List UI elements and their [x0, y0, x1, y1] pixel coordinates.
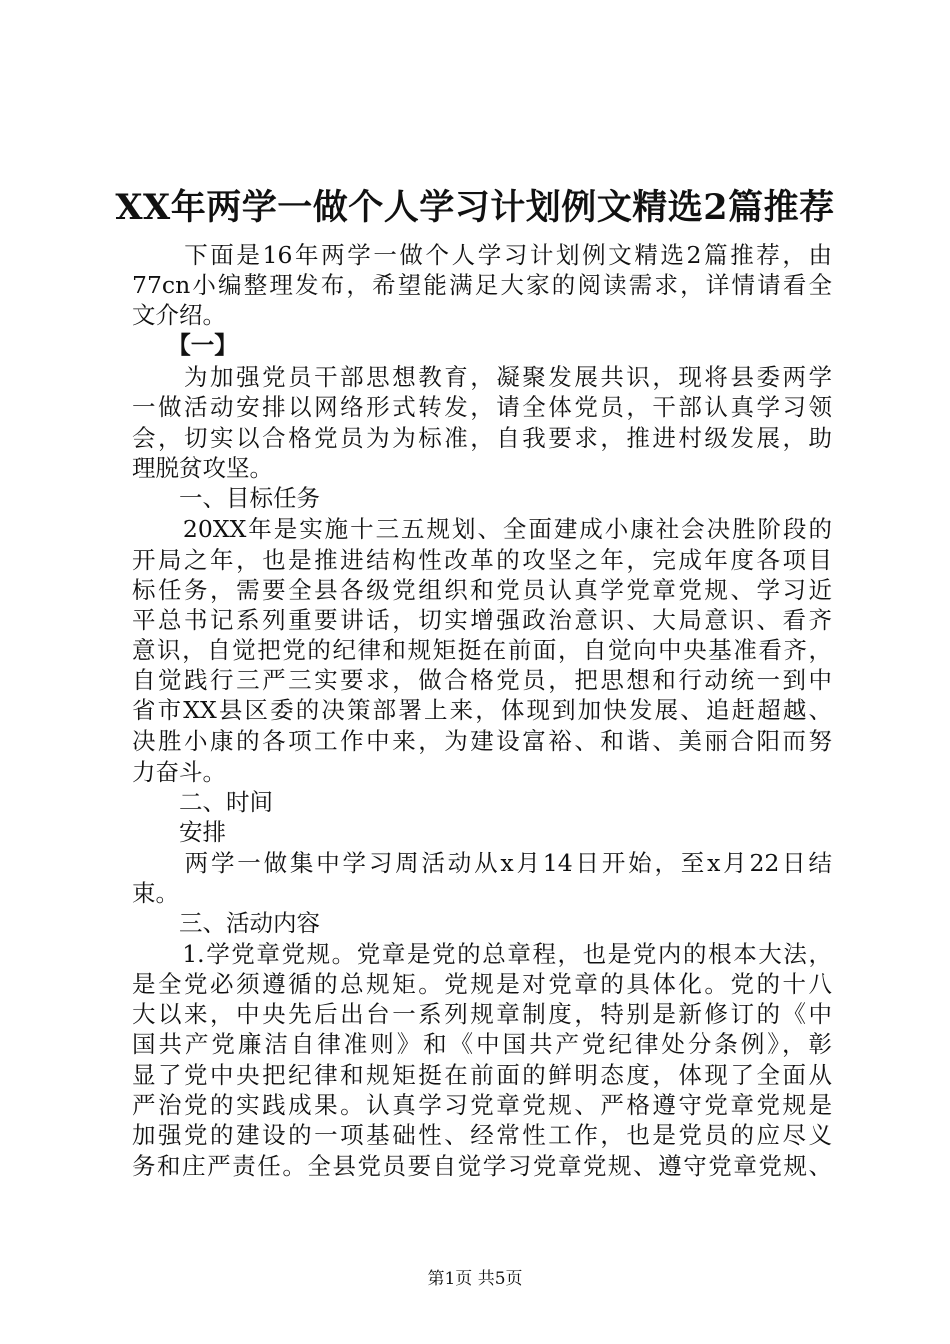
body-line: 加强党的建设的一项基础性、经常性工作，也是党员的应尽义	[132, 1121, 832, 1149]
body-line: 开局之年，也是推进结构性改革的攻坚之年，完成年度各项目	[132, 546, 832, 574]
body-line: 两学一做集中学习周活动从x月14日开始，至x月22日结	[132, 849, 832, 877]
body-line: 是全党必须遵循的总规矩。党规是对党章的具体化。党的十八	[132, 970, 832, 998]
body-line: 文介绍。	[132, 301, 226, 329]
body-line: 束。	[132, 879, 179, 907]
body-line: 1.学党章党规。党章是党的总章程，也是党内的根本大法，	[132, 940, 832, 968]
body-line: 意识，自觉把党的纪律和规矩挺在前面，自觉向中央基准看齐，	[132, 636, 832, 664]
body-line: 务和庄严责任。全县党员要自觉学习党章党规、遵守党章党规、	[132, 1152, 832, 1180]
body-line: 严治党的实践成果。认真学习党章党规、严格遵守党章党规是	[132, 1091, 832, 1119]
body-line: 力奋斗。	[132, 758, 226, 786]
body-line: 省市XX县区委的决策部署上来，体现到加快发展、追赶超越、	[132, 696, 832, 724]
body-line: 决胜小康的各项工作中来，为建设富裕、和谐、美丽合阳而努	[132, 727, 832, 755]
section-heading: 【一】	[132, 331, 238, 359]
body-line: 一做活动安排以网络形式转发，请全体党员，干部认真学习领	[132, 393, 832, 421]
body-line: 为加强党员干部思想教育，凝聚发展共识，现将县委两学	[132, 363, 832, 391]
body-line: 显了党中央把纪律和规矩挺在前面的鲜明态度，体现了全面从	[132, 1061, 832, 1089]
body-line: 标任务，需要全县各级党组织和党员认真学党章党规、学习近	[132, 576, 832, 604]
document-title: XX年两学一做个人学习计划例文精选2篇推荐	[115, 187, 835, 228]
body-line: 大以来，中央先后出台一系列规章制度，特别是新修订的《中	[132, 1000, 832, 1028]
body-line: 20XX年是实施十三五规划、全面建成小康社会决胜阶段的	[132, 515, 832, 543]
body-line: 国共产党廉洁自律准则》和《中国共产党纪律处分条例》，彰	[132, 1030, 832, 1058]
subsection-heading: 一、目标任务	[132, 484, 320, 512]
body-line: 安排	[132, 818, 226, 846]
subsection-heading: 三、活动内容	[132, 909, 320, 937]
body-line: 理脱贫攻坚。	[132, 454, 273, 482]
body-line: 77cn小编整理发布，希望能满足大家的阅读需求，详情请看全	[132, 271, 832, 299]
body-line: 会，切实以合格党员为为标准，自我要求，推进村级发展，助	[132, 424, 832, 452]
body-line: 平总书记系列重要讲话，切实增强政治意识、大局意识、看齐	[132, 606, 832, 634]
page-footer: 第1页 共5页	[427, 1269, 523, 1289]
body-line: 自觉践行三严三实要求，做合格党员，把思想和行动统一到中	[132, 666, 832, 694]
subsection-heading: 二、时间	[132, 788, 273, 816]
body-line: 下面是16年两学一做个人学习计划例文精选2篇推荐，由	[132, 241, 832, 269]
